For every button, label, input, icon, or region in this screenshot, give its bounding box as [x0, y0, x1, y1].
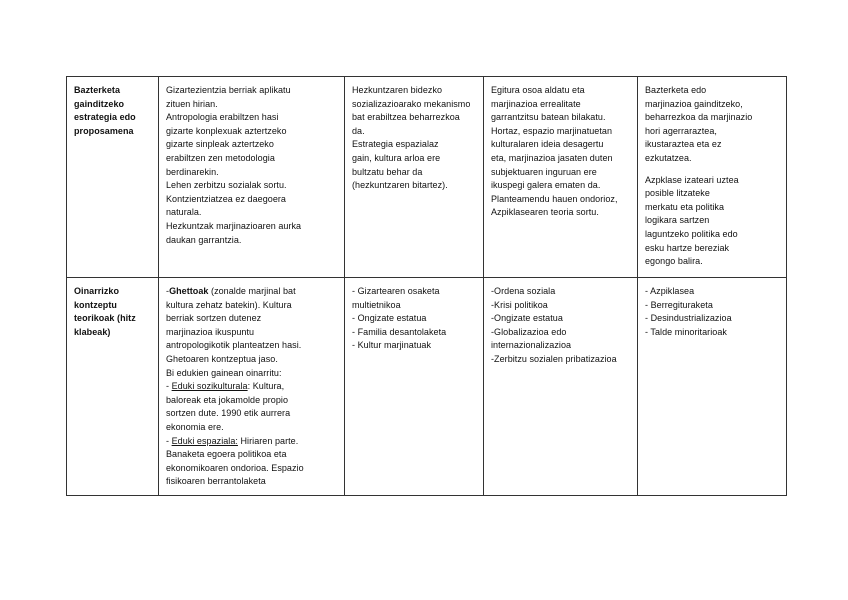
- text-line: (hezkuntzaren bitartez).: [352, 180, 448, 191]
- text-line: Bazterketa: [74, 85, 121, 95]
- text-line: teorikoak (hitz: [74, 313, 136, 324]
- comparison-table: [66, 76, 787, 496]
- text-line: - Gizartearen osaketa: [352, 286, 440, 296]
- text-line: Oinarrizko: [74, 286, 120, 296]
- cell-r1-c1: [159, 77, 345, 278]
- text-line: bultzatu behar da: [352, 166, 423, 177]
- text-line: bat erabiltzea beharrezkoa: [352, 112, 460, 123]
- text-line: - Berregituraketa: [645, 299, 713, 310]
- text-line: gizarte konplexuak aztertzeko: [166, 125, 287, 136]
- text-line: gain, kultura arloa ere: [352, 152, 441, 163]
- cell-r1-c3: [484, 77, 638, 278]
- text-line: proposamena: [74, 125, 134, 136]
- text-line: Gizartezientzia berriak aplikatu: [166, 85, 291, 95]
- text-line: Kontzientziatzea ez daegoera: [166, 193, 286, 204]
- text-line: Estrategia espazialaz: [352, 139, 439, 150]
- table-row-concepts: [67, 278, 787, 496]
- text-line: Hezkuntzaren bidezko: [352, 85, 443, 95]
- text-line: berdinarekin.: [166, 166, 219, 177]
- text-line: estrategia edo: [74, 112, 136, 123]
- text-line: laguntzeko politika edo: [645, 228, 738, 239]
- text-line: ikuspegi galera ematen da.: [491, 180, 601, 191]
- text-line: eta, marjinazioa jasaten duten: [491, 152, 613, 163]
- text-line: internazionalizazioa: [491, 340, 572, 351]
- text-line: Hortaz, espazio marjinatuetan: [491, 125, 613, 136]
- text-line: - Talde minoritarioak: [645, 326, 727, 337]
- text-line: klabeak): [74, 326, 111, 337]
- text-line: logikara sartzen: [645, 215, 710, 226]
- row-header-strategy: [67, 77, 159, 278]
- text-line: -Ordena soziala: [491, 286, 556, 296]
- text-line: garrantzitsu batean bilakatu.: [491, 112, 606, 123]
- text-line: subjektuaren inguruan ere: [491, 166, 597, 177]
- text-line: esku hartze bereziak: [645, 242, 730, 253]
- cell-r1-c2: [345, 77, 484, 278]
- text-line: - Ongizate estatua: [352, 313, 427, 324]
- cell-r1-c4: [638, 77, 787, 278]
- text-line: daukan garrantzia.: [166, 234, 242, 245]
- text-line: kulturalaren ideia desagertu: [491, 139, 604, 150]
- eduki-espaziala-term: Eduki espaziala:: [171, 435, 238, 446]
- text-line: merkatu eta politika: [645, 201, 725, 212]
- text-line: Egitura osoa aldatu eta: [491, 85, 585, 95]
- text-line: da.: [352, 125, 365, 136]
- text-line: - Desindustrializazioa: [645, 313, 732, 324]
- cell-r2-c3: [484, 278, 638, 496]
- text-line: Hezkuntzak marjinazioaren aurka: [166, 220, 302, 231]
- text-line: egongo balira.: [645, 256, 703, 267]
- text-line: posible litzateke: [645, 188, 710, 199]
- text-line: -Zerbitzu sozialen pribatizazioa: [491, 353, 617, 364]
- text-line: erabiltzen zen metodologia: [166, 152, 275, 163]
- text-line: beharrezkoa da marjinazio: [645, 112, 753, 123]
- text-line: - Azpiklasea: [645, 286, 695, 296]
- text-line: Azpiklasearen teoria sortu.: [491, 207, 599, 218]
- text-line: sozializazioarako mekanismo: [352, 98, 471, 109]
- text-line: ikustaraztea eta ez: [645, 139, 722, 150]
- text-line: Lehen zerbitzu sozialak sortu.: [166, 180, 287, 191]
- text-line: marjinazioa gainditzeko,: [645, 98, 743, 109]
- text-line: -Krisi politikoa: [491, 299, 548, 310]
- text-line: Planteamendu hauen ondorioz,: [491, 193, 618, 204]
- text-line: ezkutatzea.: [645, 152, 692, 163]
- cell-r2-c4: [638, 278, 787, 496]
- text-line: - Familia desantolaketa: [352, 326, 447, 337]
- text-line: naturala.: [166, 207, 202, 218]
- text-line: Azpklase izateari uztea: [645, 174, 739, 185]
- cell-r2-c1: -Ghettoak (zonalde marjinal bat kultura zehatz batekin). Kultura berriak sortzen dutenez marjinazioa ikuspuntu antropologikotik planteatzen hasi. Ghetoaren kontzeptua jaso. Bi edukien gainean oinarritu: - Eduki sozikulturala: Kultura, baloreak eta jokamolde propio sortzen dute. 1990 etik aurrera ekonomia ere. - Eduki espaziala: Hiriaren parte. Banaketa egoera politikoa eta ekonomikoaren ondorioa. Espazio fisikoaren berrantolaketa: [159, 278, 345, 496]
- cell-r2-c2: [345, 278, 484, 496]
- text-line: kontzeptu: [74, 299, 117, 310]
- text-line: -Globalizazioa edo: [491, 326, 567, 337]
- text-line: multietnikoa: [352, 299, 401, 310]
- text-line: marjinazioa errealitate: [491, 98, 581, 109]
- text-line: hori agerraraztea,: [645, 125, 717, 136]
- text-line: gizarte sinpleak aztertzeko: [166, 139, 274, 150]
- text-line: Antropologia erabiltzen hasi: [166, 112, 279, 123]
- ghettoak-term: Ghettoak: [169, 286, 209, 296]
- eduki-sozikulturala-term: Eduki sozikulturala: [171, 381, 248, 392]
- text-line: Bazterketa edo: [645, 85, 707, 95]
- text-line: -Ongizate estatua: [491, 313, 563, 324]
- text-line: gainditzeko: [74, 98, 125, 109]
- text-line: [645, 166, 780, 174]
- table-row-strategy: [67, 77, 787, 278]
- text-line: - Kultur marjinatuak: [352, 340, 432, 351]
- row-header-concepts: [67, 278, 159, 496]
- text-line: zituen hirian.: [166, 98, 218, 109]
